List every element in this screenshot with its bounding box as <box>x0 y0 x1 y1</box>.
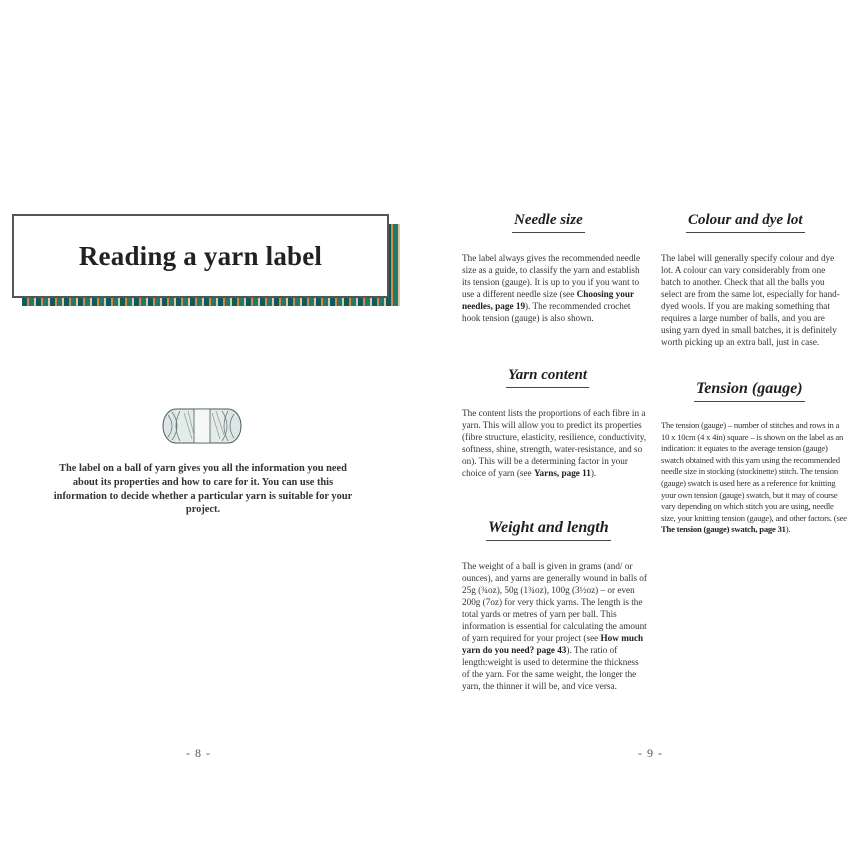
left-page <box>0 0 420 857</box>
weight-length-ref: How much yarn do you need? page 43 <box>462 633 644 655</box>
heading-needle-size: Needle size <box>512 212 585 233</box>
colour-dye-lot-text: The label will generally specify colour and dye lot. A colour can vary considerably from one batch to another. Check that all the balls you select are from the same lot, especially for hand-dyed wools. If you are making something that requires a large number of balls, and you are using yarn dyed in small batches, it is definitely worth picking up an extra ball, just in case. <box>661 253 840 347</box>
heading-colour-dye-lot: Colour and dye lot <box>686 212 805 233</box>
heading-weight-length: Weight and length <box>486 519 611 541</box>
intro-paragraph: The label on a ball of yarn gives you all the information you need about its properties and how to care for it. You can use this information to decide whether a particular yarn is suitable for your project. <box>53 463 353 516</box>
needle-size-text: The label always gives the recommended needle size as a guide, to classify the yarn and establish its tension (gauge). It is up to you if you want to use a different needle size (see Choosing your needles, page 19). The recommended crochet hook tension (gauge) is also shown. <box>462 253 641 323</box>
heading-tension: Tension (gauge) <box>694 380 805 402</box>
yarn-content-text: The content lists the proportions of each fibre in a yarn. This will allow you to predict its properties (fibre structure, elasticity, resilience, conductivity, softness, shine, strength, water-resistance, and so on). This will be a determining factor in your choice of yarn (see Yarns, page 11). <box>462 408 647 478</box>
tension-ref: The tension (gauge) swatch, page 31 <box>661 524 786 535</box>
page-number: - 9 - <box>638 746 663 760</box>
yarn-content-ref: Yarns, page 11 <box>533 468 591 478</box>
heading-yarn-content: Yarn content <box>506 367 589 388</box>
page-number: - 8 - <box>186 746 211 760</box>
needle-size-ref: Choosing your needles, page 19 <box>462 289 634 311</box>
tension-text: The tension (gauge) – number of stitches and rows in a 10 x 10cm (4 x 4in) square – is shown on the label as an indication: it equates to the average tension (gauge) swatch obtained with this yarn using the recommended needle size in stocking (stockinette) stitch. The tension (gauge) swatch is used here as a reference for knitting your own tension (gauge) swatch, but it may of course vary depending on which stitch you are using, needle size, your knitting tension (gauge), and other factors. (see The tension (gauge) swatch, page 31). <box>661 420 847 535</box>
weight-length-text: The weight of a ball is given in grams (and/ or ounces), and yarns are generally wound in balls of 25g (¾oz), 50g (1¾oz), 100g (3½oz) – or even 200g (7oz) for very thick yarns. The length is the total yards or metres of yarn per ball. This information is essential for calculating the amount of yarn required for your project (see How much yarn do you need? page 43). The ratio of length:weight is used to determine the thickness of the yarn. For the same weight, the longer the yarn, the thinner it will be, and vice versa. <box>462 561 647 691</box>
page-title: Reading a yarn label <box>78 240 323 271</box>
title-banner <box>12 214 389 298</box>
right-page <box>428 0 857 857</box>
yarn-ball-illustration <box>162 405 242 447</box>
